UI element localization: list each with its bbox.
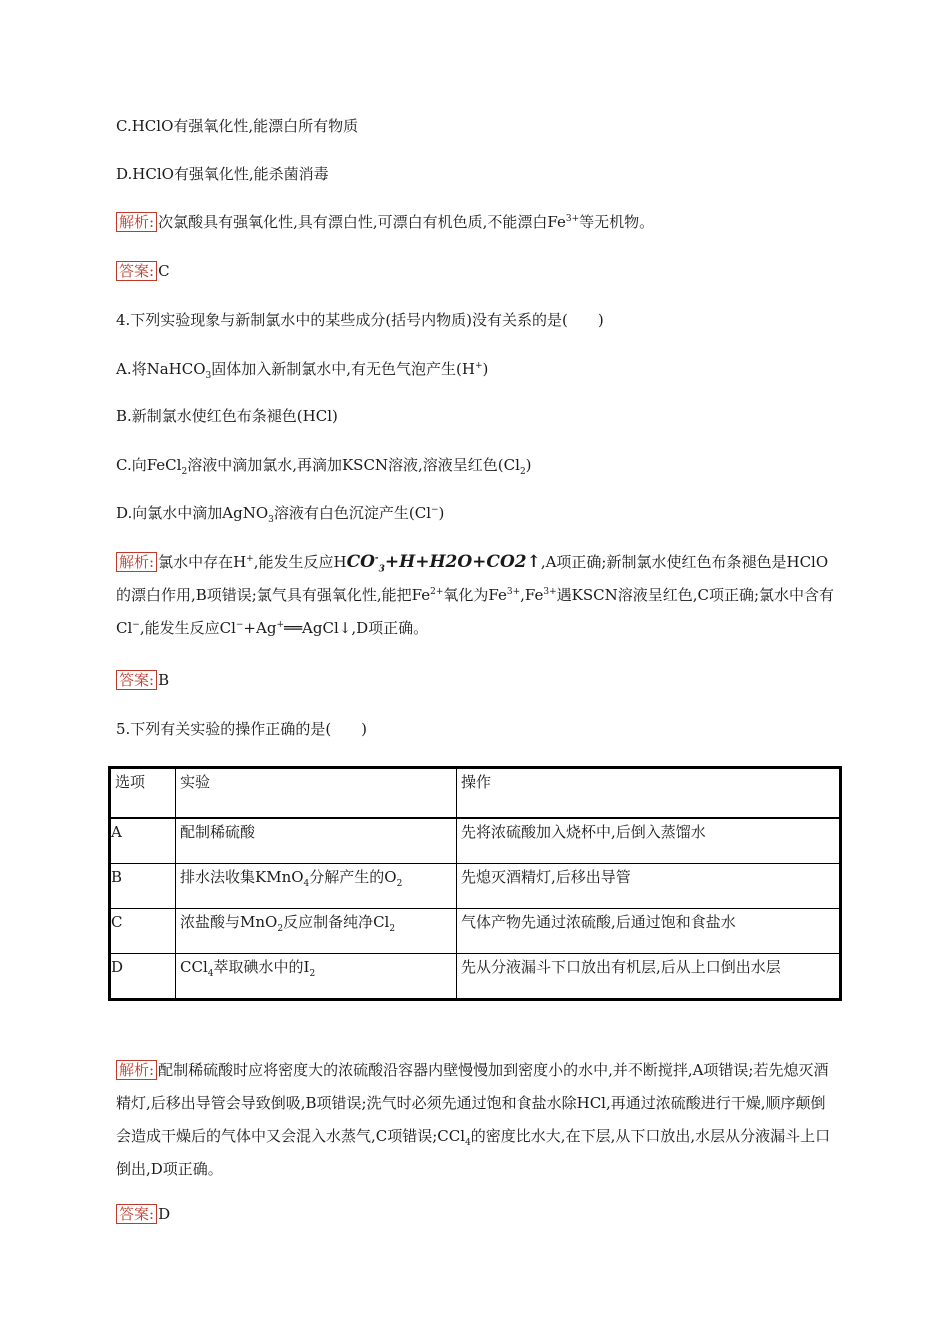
experiment-table bbox=[108, 766, 842, 1001]
analysis-tag: 解析: bbox=[116, 212, 157, 232]
header-experiment: 实验 bbox=[176, 768, 457, 819]
table-header-row bbox=[110, 768, 841, 819]
table-row: C 浓盐酸与MnO$_2$反应制备纯净$Cl_2$ 气体产物先通过浓硫酸,后通过饱和食盐水 bbox=[110, 909, 841, 954]
q3-option-d: D.HClO有强氧化性,能杀菌消毒 bbox=[116, 165, 329, 183]
q3-analysis: 解析: 次氯酸具有强氧化性,具有漂白性,可漂白有机色质,不能漂白$Fe^{3+}$等无机物。 bbox=[116, 212, 654, 232]
q5-answer: 答案: D bbox=[116, 1204, 170, 1224]
answer-tag: 答案: bbox=[116, 261, 157, 281]
equation: $CO^-_3+H+H2O+CO2↑$ bbox=[346, 552, 541, 575]
answer-tag: 答案: bbox=[116, 670, 157, 690]
q4-option-b: B.新制氯水使红色布条褪色(HCl) bbox=[116, 407, 338, 425]
q4-option-d: D.向氯水中滴加AgNO$_3$溶液有白色沉淀产生(Cl−) bbox=[116, 504, 445, 525]
analysis-tag: 解析: bbox=[116, 1060, 157, 1080]
answer-tag: 答案: bbox=[116, 1204, 157, 1224]
header-option: 选项 bbox=[110, 768, 176, 819]
q5-analysis: 解析: 配制稀硫酸时应将密度大的浓硫酸沿容器内壁慢慢加到密度小的水中,并不断搅拌,A项错误;若先熄灭酒精灯,后移出导管会导致倒吸,B项错误;洗气时必须先通过饱和食盐水除HCl,再通过浓硫酸进行干燥,顺序颠倒会造成干燥后的气体中又会混入水蒸气,C项错误;CCl$_4$的密度比水大,在下层,从下口放出,水层从分液漏斗上口倒出,D项正确。 bbox=[116, 1061, 831, 1178]
q4-option-a: A.将NaHCO$_3$固体加入新制氯水中,有无色气泡产生(H+) bbox=[116, 360, 489, 381]
q4-answer: 答案: B bbox=[116, 670, 169, 690]
analysis-tag: 解析: bbox=[116, 552, 157, 572]
q3-option-c: C.HClO有强氧化性,能漂白所有物质 bbox=[116, 117, 359, 135]
q4-stem: 4.下列实验现象与新制氯水中的某些成分(括号内物质)没有关系的是( ) bbox=[116, 311, 604, 329]
q5-stem: 5.下列有关实验的操作正确的是( ) bbox=[116, 720, 368, 738]
table-row: A 配制稀硫酸 先将浓硫酸加入烧杯中,后倒入蒸馏水 bbox=[110, 818, 841, 864]
q4-analysis: 解析: 氯水中存在H+,能发生反应$HCO^-_3+H+H2O+CO2↑,A$项正确;新制氯水使红色布条褪色是HClO的漂白作用,B项错误;氯气具有强氧化性,能把$Fe^{2+}$氧化为$Fe^{3+},Fe^{3+}$遇KSCN溶液呈红色,C项正确;氯水中含有Cl−,能发生反应Cl−+Ag+══AgCl↓,D项正确。 bbox=[116, 552, 835, 637]
table-row: D CCl$_4$萃取碘水中的$I_2$ 先从分液漏斗下口放出有机层,后从上口倒出水层 bbox=[110, 954, 841, 1000]
q3-answer: 答案: C bbox=[116, 261, 170, 281]
q4-option-c: C.向FeCl$_2$溶液中滴加氯水,再滴加KSCN溶液,溶液呈红色$(Cl_2)$ bbox=[116, 456, 532, 477]
table-row: B 排水法收集KMnO$_4$分解产生的$O_2$ 先熄灭酒精灯,后移出导管 bbox=[110, 864, 841, 909]
header-operation: 操作 bbox=[457, 768, 841, 819]
